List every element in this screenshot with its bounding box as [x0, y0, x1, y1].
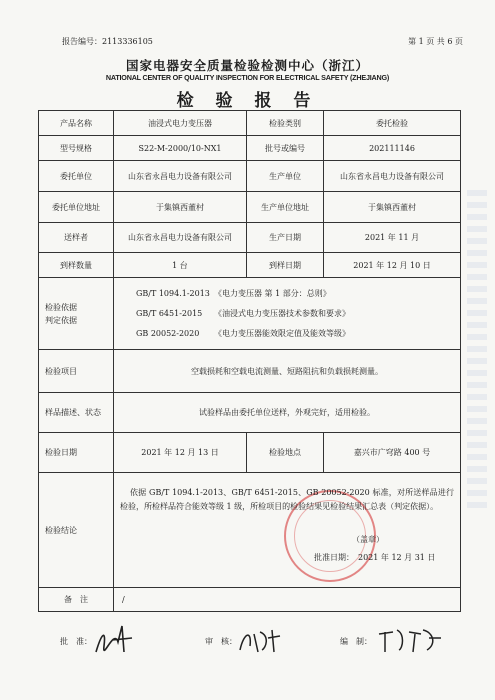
list-item	[114, 284, 460, 304]
table-row	[39, 433, 461, 473]
arrival-date-label: 到样日期	[247, 253, 324, 278]
table-row	[39, 350, 461, 393]
remarks: /	[114, 588, 461, 612]
quantity-label: 到样数量	[39, 253, 114, 278]
model-label: 型号规格	[39, 136, 114, 161]
maker: 山东省永昌电力设备有限公司	[324, 161, 461, 192]
basis-code: GB/T 6451-2015	[136, 309, 203, 318]
stamp-note: （盖章）	[352, 535, 384, 544]
conclusion: 依据 GB/T 1094.1-2013、GB/T 6451-2015、GB 20052-2020 标准，对所送样品进行检验，所检样品符合能效等级 1 级，所检项目的检验结果见检验结果汇总表（判定依据）。	[120, 488, 454, 511]
basis-code: GB/T 1094.1-2013	[136, 289, 210, 298]
sender-label: 送样者	[39, 223, 114, 253]
basis-code: GB 20052-2020	[136, 329, 200, 338]
sample: 试验样品由委托单位送样，外观完好，适用检验。	[114, 393, 461, 433]
arrival-date: 2021 年 12 月 10 日	[324, 253, 461, 278]
sample-label: 样品描述、状态	[39, 393, 114, 433]
criteria-label: 判定依据	[45, 315, 77, 325]
production-date-label: 生产日期	[247, 223, 324, 253]
page-info: 第 1 页 共 6 页	[408, 37, 463, 46]
basis-name: 《电力变压器 第 1 部分：总则》	[214, 289, 331, 298]
maker-address-label: 生产单位地址	[247, 192, 324, 223]
batch-label: 批号或编号	[247, 136, 324, 161]
basis-label: 检验依据	[45, 302, 77, 312]
basis-name: 《油浸式电力变压器技术参数和要求》	[214, 309, 350, 318]
table-row	[39, 588, 461, 612]
product-name-label: 产品名称	[39, 111, 114, 136]
test-date-label: 检验日期	[39, 433, 114, 473]
table-row	[39, 161, 461, 192]
test-date: 2021 年 12 月 13 日	[114, 433, 247, 473]
reviewer-signature	[236, 624, 284, 656]
table-row	[39, 473, 461, 588]
basis-name: 《电力变压器能效限定值及能效等级》	[214, 329, 350, 338]
table-row	[39, 111, 461, 136]
remarks-label: 备 注	[39, 588, 114, 612]
org-name-en: NATIONAL CENTER OF QUALITY INSPECTION FOR ELECTRICAL SAFETY (ZHEJIANG)	[105, 73, 390, 82]
client: 山东省永昌电力设备有限公司	[114, 161, 247, 192]
org-name-cn: 国家电器安全质量检验检测中心（浙江）	[125, 58, 369, 73]
report-number: 报告编号：2113336105	[62, 37, 153, 46]
production-date: 2021 年 11 月	[324, 223, 461, 253]
basis-label-cell	[39, 278, 114, 350]
items-label: 检验项目	[39, 350, 114, 393]
batch: 202111146	[324, 136, 461, 161]
approve-label: 批 准：	[60, 637, 92, 646]
maker-address: 于集镇西董村	[324, 192, 461, 223]
table-row	[39, 136, 461, 161]
table-row	[39, 393, 461, 433]
compiler-signature	[375, 624, 445, 656]
table-row	[39, 253, 461, 278]
conclusion-wrap	[114, 482, 460, 578]
location-label: 检验地点	[247, 433, 324, 473]
client-address-label: 委托单位地址	[39, 192, 114, 223]
location: 嘉兴市广穹路 400 号	[324, 433, 461, 473]
list-item	[114, 304, 460, 324]
doc-title: 检 验 报 告	[176, 91, 319, 111]
client-label: 委托单位	[39, 161, 114, 192]
maker-label: 生产单位	[247, 161, 324, 192]
side-watermark	[467, 190, 487, 510]
compile-label: 编 制：	[340, 637, 372, 646]
conclusion-cell	[114, 473, 461, 588]
table-row	[39, 192, 461, 223]
test-type-label: 检验类别	[247, 111, 324, 136]
approver-signature	[92, 622, 136, 658]
list-item	[114, 324, 460, 344]
table-row	[39, 223, 461, 253]
sender: 山东省永昌电力设备有限公司	[114, 223, 247, 253]
conclusion-label: 检验结论	[39, 473, 114, 588]
test-type: 委托检验	[324, 111, 461, 136]
client-address: 于集镇西董村	[114, 192, 247, 223]
basis-list	[114, 278, 461, 350]
items: 空载损耗和空载电流测量、短路阻抗和负载损耗测量。	[114, 350, 461, 393]
quantity: 1 台	[114, 253, 247, 278]
model: S22-M-2000/10-NX1	[114, 136, 247, 161]
report-table	[38, 110, 461, 612]
product-name: 油浸式电力变压器	[114, 111, 247, 136]
approval-date: 批准日期： 2021 年 12 月 31 日	[314, 553, 436, 562]
table-row	[39, 278, 461, 350]
review-label: 审 核：	[205, 637, 237, 646]
signature-row	[40, 626, 460, 656]
